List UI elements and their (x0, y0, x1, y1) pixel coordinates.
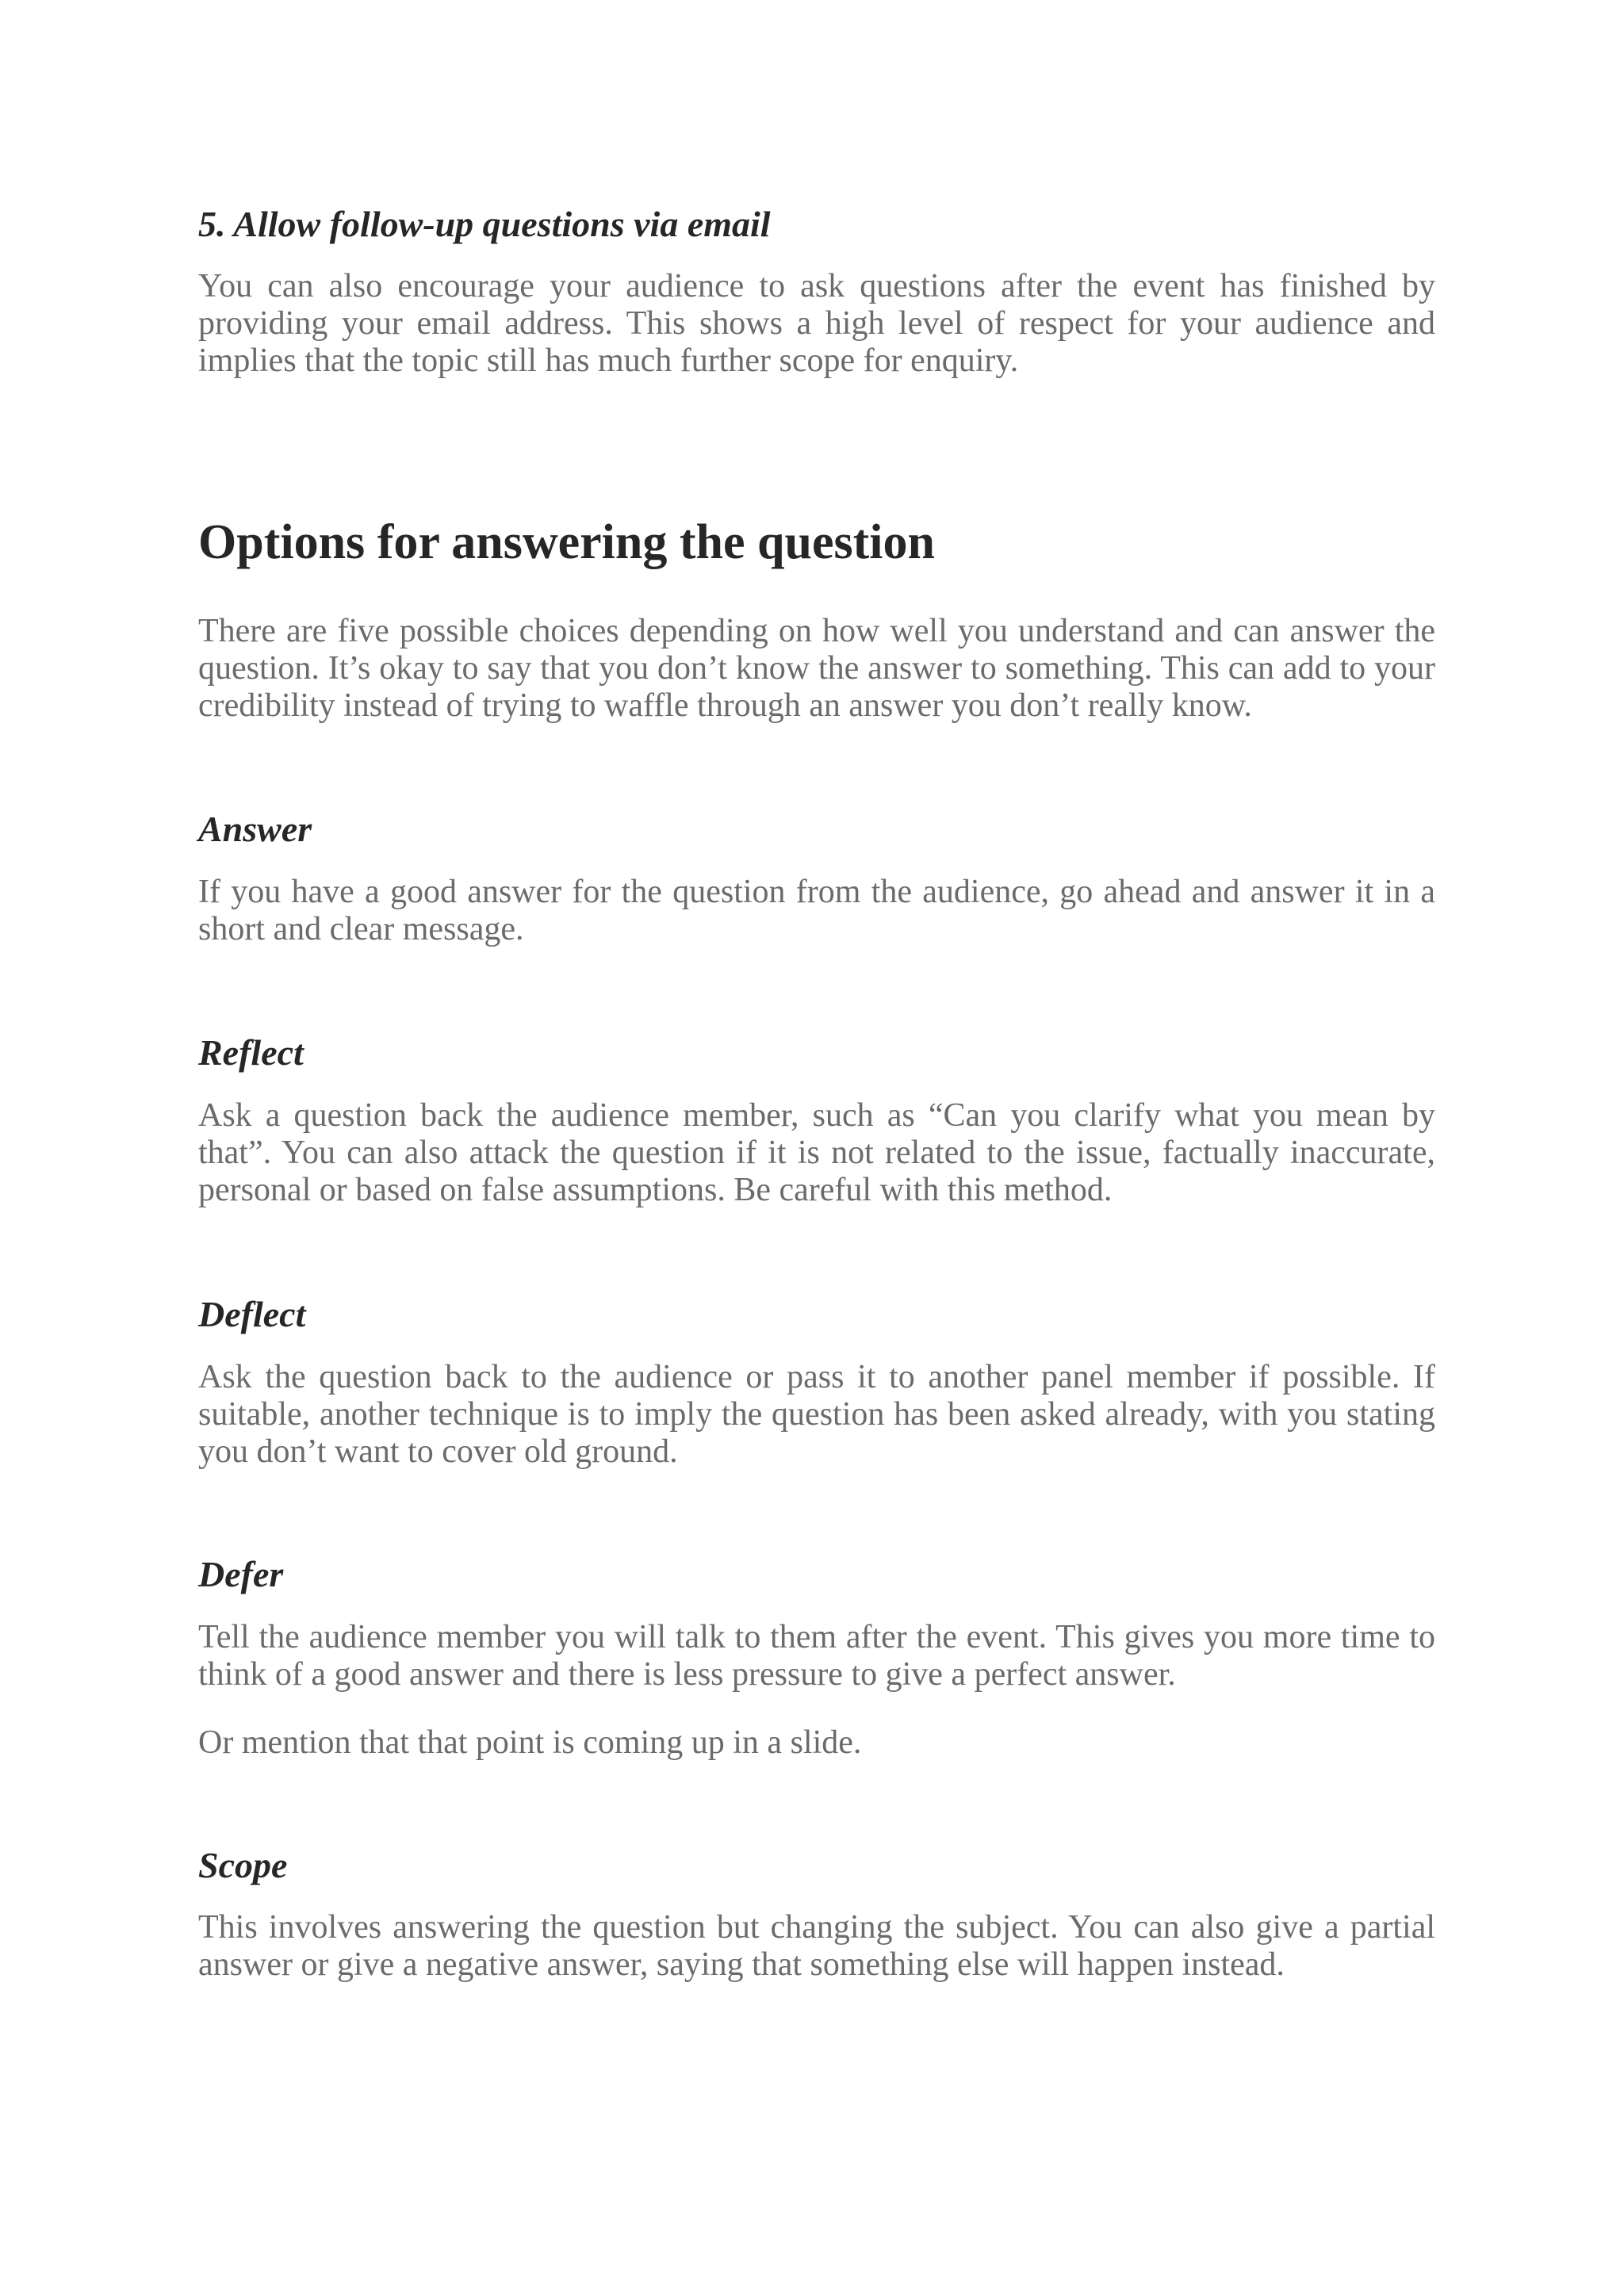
options-intro-paragraph: There are five possible choices depending on how well you understand and can answer the question. It’s okay to say that you don’t know the answer to something. This can add to your credibility instead of trying to waffle through an answer you don’t really know. (198, 613, 1435, 724)
answer-heading: Answer (198, 809, 312, 849)
scope-paragraph: This involves answering the question but changing the subject. You can also give a partial answer or give a negative answer, saying that something else will happen instead. (198, 1909, 1435, 1983)
reflect-heading: Reflect (198, 1032, 304, 1073)
answer-paragraph: If you have a good answer for the question from the audience, go ahead and answer it in a short and clear message. (198, 874, 1435, 947)
deflect-heading: Deflect (198, 1294, 306, 1334)
deflect-paragraph: Ask the question back to the audience or pass it to another panel member if possible. If suitable, another technique is to imply the question has been asked already, with you stating you don’t want to cover old ground. (198, 1359, 1435, 1470)
defer-heading: Defer (198, 1554, 284, 1594)
defer-paragraph: Tell the audience member you will talk to them after the event. This gives you more time to think of a good answer and there is less pressure to give a perfect answer. (198, 1619, 1435, 1693)
scope-heading: Scope (198, 1845, 288, 1885)
defer-paragraph-2: Or mention that that point is coming up in a slide. (198, 1724, 862, 1761)
reflect-paragraph: Ask a question back the audience member, such as “Can you clarify what you mean by that”. You can also attack the question if it is not related to the issue, factually inaccurate, personal or based on false assumptions. Be careful with this method. (198, 1097, 1435, 1208)
email-followup-paragraph: You can also encourage your audience to ask questions after the event has finished by providing your email address. This shows a high level of respect for your audience and implies that the topic still has much further scope for enquiry. (198, 268, 1435, 379)
options-section-title: Options for answering the question (198, 515, 935, 569)
email-followup-heading: 5. Allow follow-up questions via email (198, 204, 771, 244)
